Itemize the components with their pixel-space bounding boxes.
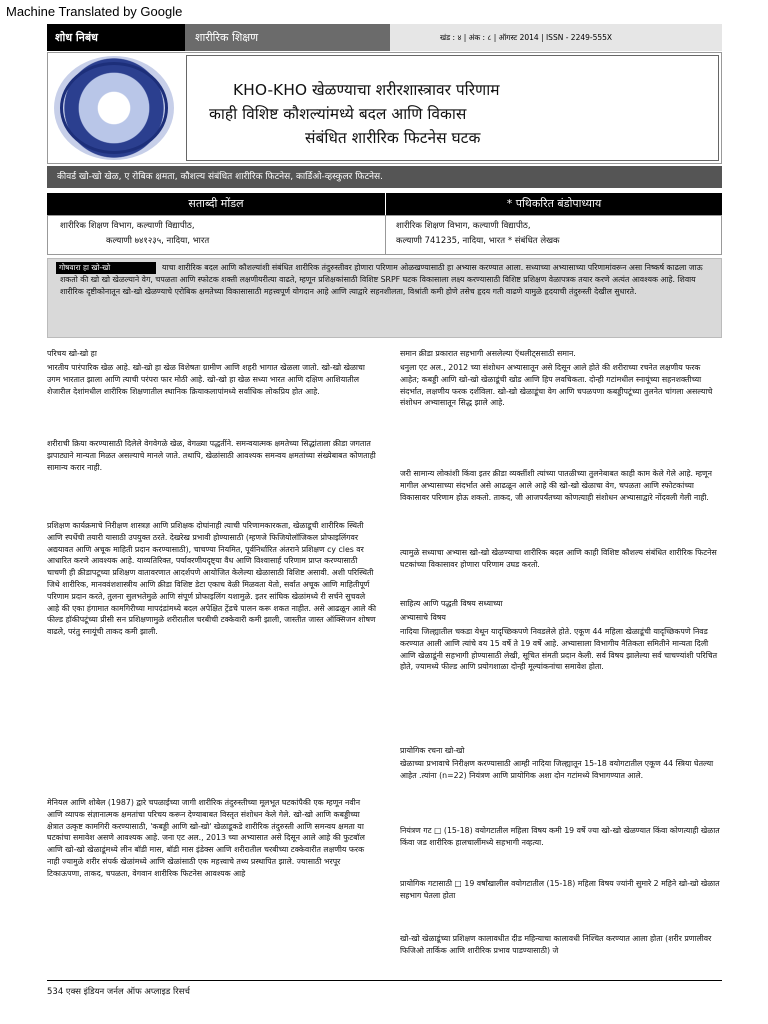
- right-heading-methods: साहित्य आणि पद्धती विषय सध्याच्या: [400, 599, 503, 608]
- right-para-training: खो-खो खेळाडूंच्या प्रशिक्षण कालावधीत दीड महिन्याचा कालावधी निश्चित करण्यात आला होता (शरीर प्रणालीवर फिजिओ तार्किक आणि शारीरिक प्रभाव पाडण्यासाठी) जे: [400, 934, 712, 955]
- section-label: शोध निबंध: [47, 24, 185, 51]
- right-heading-subjects: अभ्यासाचे विषय: [400, 613, 446, 622]
- right-para-1: समान क्रीडा प्रकारात सहभागी असलेल्या ऍथलीट्ससाठी समान.: [400, 349, 576, 358]
- right-heading-design: प्रायोगिक रचना खो-खो: [400, 746, 465, 755]
- machine-translated-label: Machine Translated by Google: [6, 4, 183, 19]
- journal-seal-ring: [60, 62, 168, 154]
- subject-label: शारीरिक शिक्षण: [185, 24, 390, 51]
- author-1-affiliation-line-2: कल्याणी ७४१२३५, नादिया, भारत: [106, 236, 210, 246]
- abstract-tag: गोषवारा हा खो-खो: [56, 262, 156, 274]
- author-1-affiliation-line-1: शारीरिक शिक्षण विभाग, कल्याणी विद्यापीठ,: [60, 221, 195, 231]
- left-para-2: भारतीय पारंपारिक खेळ आहे. खो-खो हा खेळ विशेषतः ग्रामीण आणि शहरी भागात खेळला जातो. खो-खो खेळाचा उगम भारतात झाला आणि त्याची परंपरा फार मोठी आहे. खो-खो हा खेळ सध्या भारत आणि दक्षिण आशियातील शेजारील देशांमधील शारीरिक शिक्षणातील स्थानिक क्रियाकलापांमध्ये सर्वाधिक लोकप्रिय होत आहे.: [47, 363, 365, 396]
- right-para-subjects: नादिया जिल्ह्यातील चकडा येथून यादृच्छिकपणे निवडलेले होते. एकूण 44 महिला खेळाडूंची यादृच्छिकपणे निवड करण्यात आली आणि त्यांचे वय 15 वर्षे ते 19 वर्षे आहे. अभ्यासाला विभागीय नैतिकता समितीने मान्यता दिली आणि खेळाडूंनी सहभागी होण्यासाठी लेखी, सूचित संमती प्रदान केली. सर्व विषय झालेल्या सर्व चाचण्यांशी परिचित होते, ज्यामध्ये फील्ड आणि प्रयोगशाळा दोन्ही मूल्यांकनांचा समावेश होता.: [400, 627, 718, 672]
- title-line-1: KHO-KHO खेळण्याचा शरीरशास्त्रावर परिणाम: [233, 81, 500, 99]
- left-para-3: शरीराची क्रिया करण्यासाठी दिलेले वेगवेगळे खेळ, वेगळ्या पद्धतींने. समन्वयात्मक क्षमतेच्या सिद्धांताला क्रीडा जगतात झपाट्याने मान्यता मिळत असल्याचे मानले जाते. तथापि, खेळांसाठी आवश्यक समन्वय क्षमतांच्या संख्येबाबत कोणताही सामान्य करार नाही.: [47, 439, 376, 472]
- right-para-control: नियंत्रण गट □ (15-18) वयोगटातील महिला विषय कमी 19 वर्षे ज्या खो-खो खेळण्यात किंवा कोणत्याही खेळात किंवा जड शारीरिक हालचालींमध्ये सहभागी नव्हत्या.: [400, 826, 720, 847]
- journal-info: खंड : ४ | अंक : ८ | ऑगस्ट 2014 | ISSN - 2249-555X: [390, 24, 722, 51]
- right-para-3: जरी सामान्य लोकांशी किंवा इतर क्रीडा व्यक्तींशी त्यांच्या पातळीच्या तुलनेबाबत काही काम केले गेले आहे. म्हणून मागील अभ्यासाच्या संदर्भात असे आढळून आले आहे की खो-खो खेळाचा वेग, चपळता आणि स्फोटकांच्या विकासावर परिणाम होऊ शकतो. ताकद, जी आजपर्यंतच्या कोणत्याही संशोधन अभ्यासाद्वारे नोंदवली गेली नाही.: [400, 469, 712, 502]
- title-line-3: संबंधित शारीरिक फिटनेस घटक: [305, 129, 481, 147]
- right-para-design: खेळाच्या प्रभावाचे निरीक्षण करण्यासाठी आम्ही नादिया जिल्ह्यातून 15-18 वयोगटातील एकूण 44 स्त्रिया घेतल्या आहेत .त्यांना (n=22) नियंत्रण आणि प्रायोगिक अशा दोन गटांमध्ये विभागण्यात आले.: [400, 759, 714, 780]
- right-para-2: धनुला एट अल., 2012 च्या संशोधन अभ्यासातून असे दिसून आले होते की शरीराच्या रचनेत लक्षणीय फरक आहेत; कबड्डी आणि खो-खो खेळाडूंची खोड आणि हिप लवचिकता. दोन्ही गटांमधील स्नायूंच्या सहनशक्तीच्या संदर्भात, लक्षणीय फरक दर्शविला. खो-खो खेळाडूंचा वेग आणि चपळपणा कबड्डीपटूंच्या तुलनेत चांगला असल्याचे संशोधन अभ्यासातून सिद्ध झाले आहे.: [400, 363, 713, 408]
- author-divider: [385, 215, 386, 255]
- abstract-text: याचा शारीरिक बदल आणि कौशल्यांशी संबंधित शारीरिक तंदुरुस्तीवर होणारा परिणाम ओळखण्यासाठी हा अभ्यास करण्यात आला. सध्याच्या अभ्यासाच्या परिणामांवरून असा निष्कर्ष काढला जाऊ शकतो की खो खो खेळल्याने वेग, चपळता आणि स्फोटक शक्ती लक्षणीयरीत्या वाढते, म्हणून प्रशिक्षकांसाठी विशिष्ट SRPF घटक विकासाला लक्ष्य करण्यासाठी विशिष्ट प्रशिक्षण वेळापत्रक तयार करणे अत्यंत आवश्यक आहे. शिवाय शारीरिक दृष्टीकोनातून खो-खो खेळण्याचे एरोबिक क्षमतेच्या विकासासाठी महत्त्वपूर्ण योगदान आहे आणि त्याद्वारे सहनशीलता, विश्रांती कमी होणे तसेच हृदय गती वाढणे यामुळे हृदयाची तंदुरुस्ती देखील सुधारते.: [60, 263, 703, 296]
- author-2-affiliation-line-2: कल्याणी 741235, नादिया, भारत * संबंधित लेखक: [396, 236, 560, 246]
- left-para-5: मेनियल आणि शोबेल (1987) द्वारे चपळाईच्या जागी शारीरिक तंदुरुस्तीच्या मूलभूत घटकांपैकी एक म्हणून नवीन आणि व्यापक संज्ञानात्मक क्षमतांचा परिचय करून देण्याबाबत विस्तृत संशोधन केले गेले. खो-खो आणि कबड्डीच्या क्षेत्रात उत्कृष्ट कामगिरी करण्यासाठी, 'कबड्डी आणि खो-खो' खेळाडूकडे शारीरिक तंदुरुस्ती आणि समन्वय क्षमता या घटकांचा समावेश असणे आवश्यक आहे. जना एट अल., 2013 च्या अभ्यासात असे दिसून आले आहे की फुटबॉल आणि खो-खो खेळाडूंमध्ये लीन बॉडी मास, बॉडी मास इंडेक्स आणि शरीरातील चरबीच्या टक्केवारीत लक्षणीय फरक नाही ज्यामुळे शरीर संपर्क खेळांमध्ये आणि खेळांसाठी एक महत्त्वाचे तथ्य प्रस्थापित झाले. ज्यासाठी भरपूर टिकाऊपणा, ताकद, चपळता, वेगवान शारीरिक फिटनेस आवश्यक आहे: [47, 798, 365, 878]
- keywords-bar: कीवर्ड खो-खो खेळ, ए रोबिक क्षमता, कौशल्य संबंधित शारीरिक फिटनेस, कार्डिओ-व्हस्कुलर फिटनेस.: [47, 166, 722, 188]
- left-para-1: परिचय खो-खो हा: [47, 349, 97, 358]
- right-para-experimental: प्रायोगिक गटासाठी □ 19 वर्षांखालील वयोगटातील (15-18) महिला विषय ज्यांनी सुमारे 2 महिने खो-खो खेळात सहभाग घेतला होता: [400, 879, 720, 900]
- author-name-1: सताब्दी मोंडल: [47, 193, 385, 215]
- right-para-4: त्यामुळे सध्याचा अभ्यास खो-खो खेळण्याचा शारीरिक बदल आणि काही विशिष्ट कौशल्य संबंधित शारीरिक फिटनेस घटकांच्या विकासावर होणारा परिणाम उघड करतो.: [400, 548, 717, 569]
- footer-rule: [47, 980, 722, 981]
- author-2-affiliation-line-1: शारीरिक शिक्षण विभाग, कल्याणी विद्यापीठ,: [396, 221, 531, 231]
- title-line-2: काही विशिष्ट कौशल्यांमध्ये बदल आणि विकास: [209, 105, 467, 123]
- footer-text: 534 एक्स इंडियन जर्नल ऑफ अप्लाइड रिसर्च: [47, 987, 190, 997]
- author-name-2: * पथिकरित बंडोपाध्याय: [385, 193, 722, 215]
- left-para-4: प्रशिक्षण कार्यक्रमाचे निरीक्षण शास्त्रज्ञ आणि प्रशिक्षक दोघांनाही त्याची परिणामकारकता, खेळाडूची शारीरिक स्थिती आणि स्पर्धेची तयारी यासाठी उपयुक्त ठरते. देखरेख प्रभावी होण्यासाठी (म्हणजे फिजियोलॉजिकल प्रोफाइलिंगवर अद्ययावत आणि अचूक माहिती प्रदान करण्यासाठी), चाचण्या नियमित, पूर्वनिर्धारित अंतराने प्रशिक्षण cy cles वर आधारित करणे आवश्यक आहे. याव्यतिरिक्त, पर्यावरणीयदृष्ट्या वैध आणि विश्वासार्ह परिणाम प्राप्त करण्यासाठी चाचणी ही क्रीडापटूच्या प्रशिक्षण वातावरणात आदर्शपणे आयोजित केलेल्या खेळासाठी विशिष्ट असावी. अशी परिस्थिती जिथे शारीरिक, मानववंशशास्त्रीय आणि क्रीडा विशिष्ट डेटा एकाच वेळी मिळवता येतो, सर्वात अचूक आणि माहितीपूर्ण परिणाम प्रदान करते, तुलना सुलभतेमुळे आणि संपूर्ण प्रोफाइलिंग यशामुळे. इतर सांघिक खेळांमध्ये री सर्चने सुचवले आहे की एका हंगामात कामगिरीच्या मापदंडांमध्ये बदल अपेक्षित ट्रेंडचे पालन करू शकत नाहीत. असे आढळून आले की फील्ड हॉकीपटूंच्या प्रीसी सन प्रशिक्षणामुळे शरीरातील चरबीची टक्केवारी कमी झाली, जास्तीत जास्त ऑक्सिजन शोषण वाढले, परंतु स्नायूंची ताकद कमी झाली.: [47, 521, 376, 637]
